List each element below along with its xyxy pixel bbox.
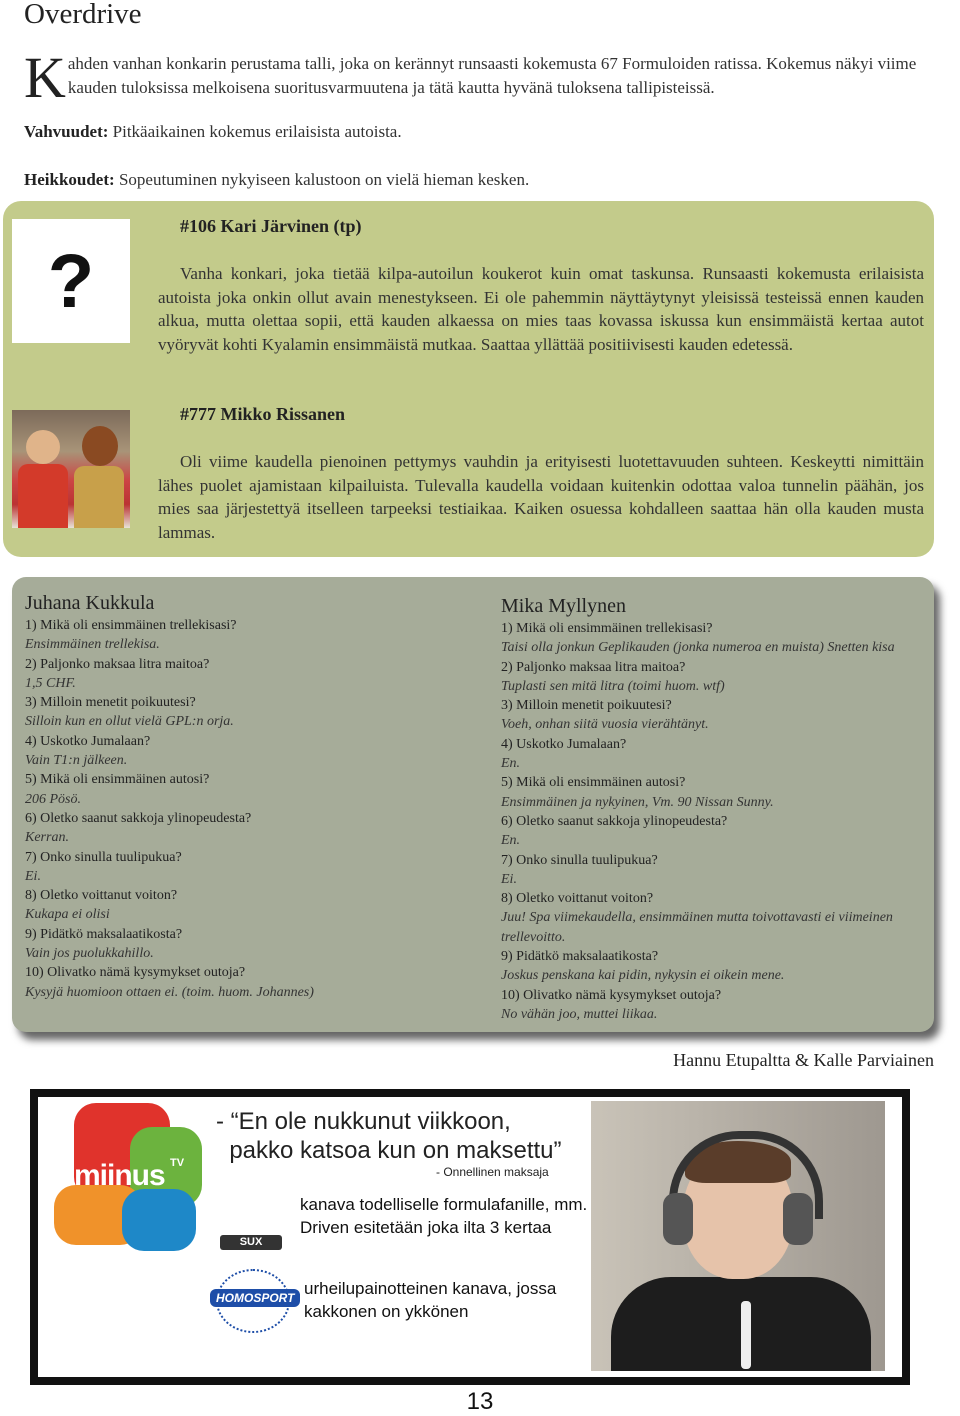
interview-answer: Kerran. bbox=[25, 830, 69, 846]
interview-column-right bbox=[501, 593, 931, 1024]
interview-question: 1) Mikä oli ensimmäinen trellekisasi? bbox=[25, 618, 237, 633]
interview-answer: Ei. bbox=[501, 871, 517, 887]
interview-question: 8) Oletko voittanut voiton? bbox=[501, 891, 654, 907]
interview-answer: Ei. bbox=[25, 868, 41, 884]
interview-answer: Tuplasti sen mitä litra (toimi huom. wtf) bbox=[501, 678, 725, 694]
interview-question: 6) Oletko saanut sakkoja ylinopeudesta? bbox=[25, 810, 252, 826]
interview-question: 7) Onko sinulla tuulipukua? bbox=[501, 852, 658, 868]
strengths-label: Vahvuudet: bbox=[24, 122, 109, 141]
interview-answer: Kukapa ei olisi bbox=[25, 907, 110, 923]
miinus-logo-text: miinus bbox=[74, 1159, 165, 1192]
strengths-line bbox=[24, 122, 402, 142]
sux-logo: SUX bbox=[220, 1235, 282, 1250]
interview-answer: Ensimmäinen trellekisa. bbox=[25, 637, 160, 653]
interview-answer: Vain jos puolukkahillo. bbox=[25, 946, 154, 962]
driver-heading: #106 Kari Järvinen (tp) bbox=[180, 216, 362, 236]
advertisement bbox=[30, 1089, 910, 1385]
interview-question: 7) Onko sinulla tuulipukua? bbox=[25, 849, 182, 865]
interview-question: 5) Mikä oli ensimmäinen autosi? bbox=[501, 775, 686, 791]
homosport-logo: HOMOSPORT bbox=[210, 1289, 300, 1307]
interview-answer: Joskus penskana kai pidin, nykysin ei oikein mene. bbox=[501, 968, 785, 984]
weaknesses-text: Sopeutuminen nykyiseen kalustoon on vielä hieman kesken. bbox=[114, 170, 530, 189]
page-title: Overdrive bbox=[24, 0, 142, 30]
interview-question: 10) Olivatko nämä kysymykset outoja? bbox=[501, 987, 722, 1003]
interviewee-name: Mika Myllynen bbox=[501, 595, 626, 617]
interview-answer: 1,5 CHF. bbox=[25, 675, 76, 691]
interview-answer: Voeh, onhan siitä vuosia vierähtänyt. bbox=[501, 717, 709, 733]
interview-question: 2) Paljonko maksaa litra maitoa? bbox=[501, 659, 686, 675]
interview-answer: 206 Pösö. bbox=[25, 791, 81, 807]
ad-quote-source: - Onnellinen maksaja bbox=[436, 1165, 549, 1179]
interview-question: 4) Uskotko Jumalaan? bbox=[25, 733, 151, 749]
channel-description: urheilupainotteinen kanava, jossa kakkonen on ykkönen bbox=[304, 1279, 557, 1321]
drop-cap: K bbox=[24, 45, 66, 110]
page-number: 13 bbox=[466, 1388, 494, 1415]
ad-photo-person bbox=[591, 1101, 885, 1371]
weaknesses-label: Heikkoudet: bbox=[24, 170, 115, 189]
interview-question: 5) Mikä oli ensimmäinen autosi? bbox=[25, 772, 210, 788]
channel-description: kanava todelliselle formulafanille, mm. Driven esitetään joka ilta 3 kertaa bbox=[300, 1195, 588, 1237]
tv-label: TV bbox=[170, 1157, 185, 1169]
interview-answer: Vain T1:n jälkeen. bbox=[25, 753, 128, 769]
interview-question: 1) Mikä oli ensimmäinen trellekisasi? bbox=[501, 621, 713, 636]
strengths-text: Pitkäaikainen kokemus erilaisista autoista. bbox=[108, 122, 402, 141]
driver-heading: #777 Mikko Rissanen bbox=[180, 404, 346, 424]
interview-question: 3) Milloin menetit poikuutesi? bbox=[501, 698, 672, 714]
author-credit: Hannu Etupaltta & Kalle Parviainen bbox=[673, 1050, 934, 1070]
question-mark-image: ? bbox=[12, 219, 130, 343]
interview-question: 6) Oletko saanut sakkoja ylinopeudesta? bbox=[501, 813, 728, 829]
driver-photo bbox=[12, 410, 130, 528]
driver-description: Oli viime kaudella pienoinen pettymys vauhdin ja erityisesti luotettavuuden suhteen. Keskeytti nimittäin lähes puolet ajamistaan kilpailuista. Tulevalla kaudella voidaan kuitenkin odottaa valoa tunnelin päähän, jos mies saa järjestettyä itselleen tarpeeksi testiaikaa. Kaiken osuessa kohdalleen saattaa hän olla kauden musta lammas. bbox=[158, 452, 924, 542]
interview-question: 10) Olivatko nämä kysymykset outoja? bbox=[25, 965, 246, 981]
interview-question: 9) Pidätkö maksalaatikosta? bbox=[501, 949, 659, 965]
interview-answer: Kysyjä huomioon ottaen ei. (toim. huom. Johannes) bbox=[25, 984, 314, 1000]
interview-column-left bbox=[25, 590, 465, 1002]
interview-question: 2) Paljonko maksaa litra maitoa? bbox=[25, 656, 210, 672]
interview-question: 9) Pidätkö maksalaatikosta? bbox=[25, 926, 183, 942]
driver-description: Vanha konkari, joka tietää kilpa-autoilun koukerot kuin omat taskunsa. Runsaasti kokemusta erilaisista autoista joka onkin ollut avain menestykseen. Ei ole pahemmin näyttäytynyt yleisissä testeissä ennen kauden alkua, mutta olettaa sopii, että kauden alkaessa on mies taas kovassa iskussa kun ensimmäistä kertaa autot vyöryvät kohti Kyalamin ensimmäistä mutkaa. Saattaa yllättää positiivisesti kauden edetessä. bbox=[158, 264, 924, 354]
intro-text: ahden vanhan konkarin perustama talli, joka on kerännyt runsaasti kokemusta 67 Formuloiden ratissa. Kokemus näkyi viime kauden tuloksissa melkoisena suoritusvarmuutena ja tätä kautta hyvänä tuloksena tallipisteissä. bbox=[67, 54, 917, 97]
logo-blue-shape bbox=[122, 1189, 196, 1251]
interview-answer: No vähän joo, muttei liikaa. bbox=[501, 1006, 658, 1022]
weaknesses-line bbox=[24, 170, 529, 190]
interview-question: 8) Oletko voittanut voiton? bbox=[25, 888, 178, 904]
interview-question: 3) Milloin menetit poikuutesi? bbox=[25, 695, 196, 711]
ad-quote: - “En ole nukkunut viikkoon, pakko katsoa kun on maksettu” bbox=[216, 1108, 562, 1164]
interview-answer: Juu! Spa viimekaudella, ensimmäinen mutta toivottavasti ei viimeinen trellevoitto. bbox=[501, 910, 893, 945]
interviewee-name: Juhana Kukkula bbox=[25, 592, 155, 614]
interview-answer: Ensimmäinen ja nykyinen, Vm. 90 Nissan Sunny. bbox=[501, 794, 774, 810]
interview-answer: Taisi olla jonkun Geplikauden (jonka numeroa en muista) Snetten kisa bbox=[501, 640, 895, 656]
interview-answer: En. bbox=[501, 756, 521, 772]
interview-question: 4) Uskotko Jumalaan? bbox=[501, 736, 627, 752]
intro-paragraph bbox=[24, 45, 936, 110]
interview-answer: En. bbox=[501, 833, 521, 849]
interview-answer: Silloin kun en ollut vielä GPL:n orja. bbox=[25, 714, 234, 730]
